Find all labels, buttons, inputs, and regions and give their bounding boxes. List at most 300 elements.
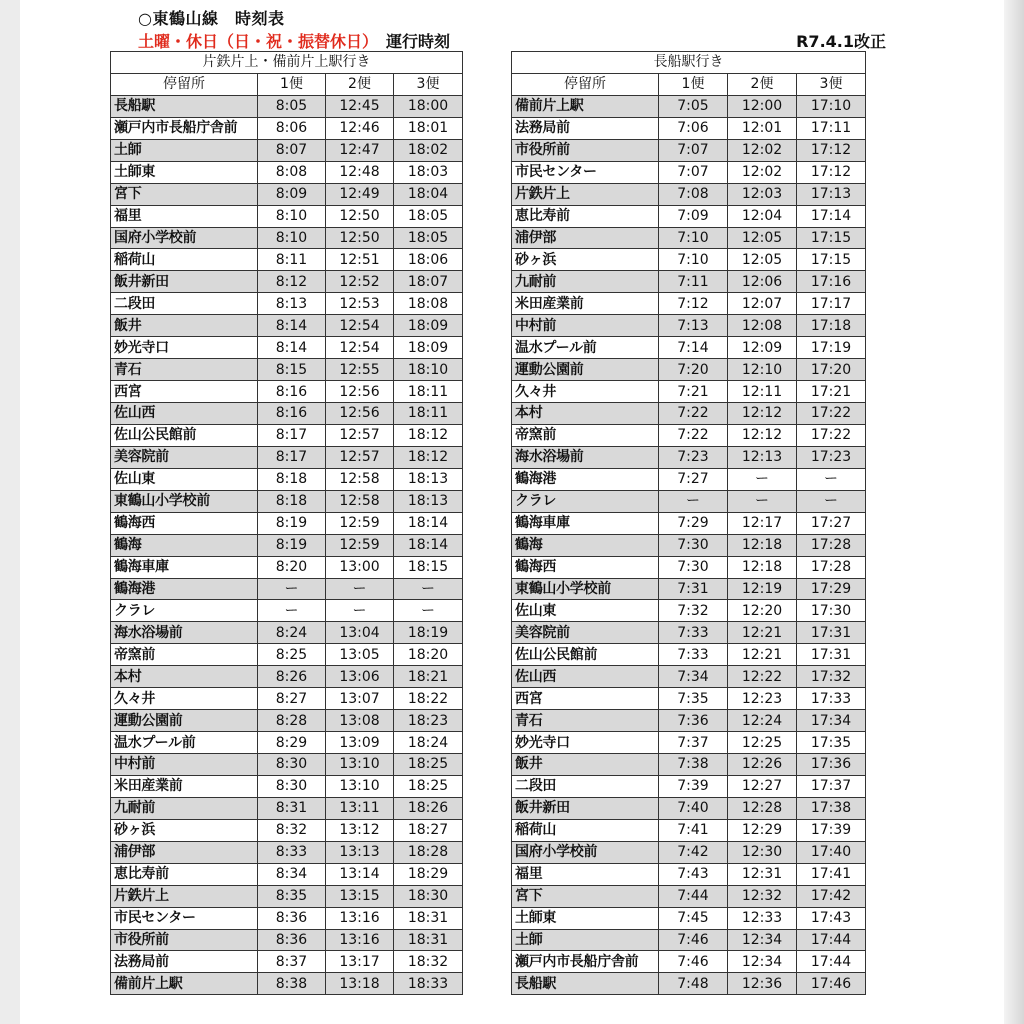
- stop-name-cell: 浦伊部: [512, 227, 659, 249]
- departure-time-cell: 7:21: [659, 381, 728, 403]
- departure-time-cell: 18:19: [394, 622, 463, 644]
- stop-name-cell: 法務局前: [512, 117, 659, 139]
- table-row: [111, 161, 463, 183]
- table-row: [111, 95, 463, 117]
- table-row: [512, 249, 866, 271]
- departure-time-cell: 12:30: [728, 841, 797, 863]
- departure-time-cell: 17:43: [797, 907, 866, 929]
- stop-name-cell: 中村前: [512, 315, 659, 337]
- departure-time-cell: 8:25: [258, 644, 326, 666]
- departure-time-cell: 7:40: [659, 797, 728, 819]
- departure-time-cell: 17:18: [797, 315, 866, 337]
- departure-time-cell: 8:33: [258, 841, 326, 863]
- departure-time-cell: ー: [659, 490, 728, 512]
- departure-time-cell: 8:06: [258, 117, 326, 139]
- departure-time-cell: ー: [728, 468, 797, 490]
- departure-time-cell: 8:29: [258, 732, 326, 754]
- departure-time-cell: 8:30: [258, 775, 326, 797]
- departure-time-cell: 18:30: [394, 885, 463, 907]
- table-row: [512, 973, 866, 995]
- table-row: [111, 446, 463, 468]
- departure-time-cell: 12:55: [326, 359, 394, 381]
- stop-name-cell: 飯井新田: [111, 271, 258, 293]
- departure-time-cell: 7:13: [659, 315, 728, 337]
- departure-time-cell: 7:48: [659, 973, 728, 995]
- stop-name-cell: 九耐前: [111, 797, 258, 819]
- departure-time-cell: 12:56: [326, 403, 394, 425]
- departure-time-cell: 7:20: [659, 359, 728, 381]
- table-row: [111, 841, 463, 863]
- table-row: [111, 534, 463, 556]
- departure-time-cell: 12:59: [326, 534, 394, 556]
- departure-time-cell: 12:58: [326, 490, 394, 512]
- departure-time-cell: 18:11: [394, 403, 463, 425]
- departure-time-cell: 8:32: [258, 819, 326, 841]
- stop-name-cell: 備前片上駅: [111, 973, 258, 995]
- stop-name-cell: 砂ヶ浜: [111, 819, 258, 841]
- departure-time-cell: 18:21: [394, 666, 463, 688]
- departure-time-cell: 18:09: [394, 337, 463, 359]
- departure-time-cell: 7:46: [659, 929, 728, 951]
- departure-time-cell: 8:17: [258, 424, 326, 446]
- departure-time-cell: 8:10: [258, 205, 326, 227]
- departure-time-cell: 12:21: [728, 644, 797, 666]
- table-row: [111, 710, 463, 732]
- departure-time-cell: 12:50: [326, 205, 394, 227]
- departure-time-cell: 12:45: [326, 95, 394, 117]
- departure-time-cell: 13:10: [326, 775, 394, 797]
- stop-name-cell: 鶴海車庫: [512, 512, 659, 534]
- table-row: [111, 819, 463, 841]
- stop-name-cell: 佐山東: [512, 600, 659, 622]
- stop-name-cell: 米田産業前: [111, 775, 258, 797]
- departure-time-cell: 7:10: [659, 249, 728, 271]
- departure-time-cell: 13:11: [326, 797, 394, 819]
- stop-name-cell: 恵比寿前: [512, 205, 659, 227]
- stop-name-cell: 温水プール前: [512, 337, 659, 359]
- table-row: [111, 863, 463, 885]
- departure-time-cell: 18:26: [394, 797, 463, 819]
- departure-time-cell: 8:16: [258, 403, 326, 425]
- departure-time-cell: 18:33: [394, 973, 463, 995]
- table-row: [512, 139, 866, 161]
- stop-name-cell: 市役所前: [512, 139, 659, 161]
- column-header-trip3: 3便: [797, 73, 866, 95]
- departure-time-cell: 8:27: [258, 688, 326, 710]
- stop-name-cell: 法務局前: [111, 951, 258, 973]
- departure-time-cell: 18:29: [394, 863, 463, 885]
- departure-time-cell: 7:22: [659, 403, 728, 425]
- table-row: [512, 622, 866, 644]
- departure-time-cell: 7:32: [659, 600, 728, 622]
- departure-time-cell: 12:46: [326, 117, 394, 139]
- departure-time-cell: 12:49: [326, 183, 394, 205]
- departure-time-cell: 17:27: [797, 512, 866, 534]
- departure-time-cell: 17:19: [797, 337, 866, 359]
- departure-time-cell: 12:18: [728, 534, 797, 556]
- departure-time-cell: 13:00: [326, 556, 394, 578]
- stop-name-cell: 飯井新田: [512, 797, 659, 819]
- stop-name-cell: 備前片上駅: [512, 95, 659, 117]
- departure-time-cell: 12:34: [728, 929, 797, 951]
- stop-name-cell: 中村前: [111, 754, 258, 776]
- departure-time-cell: 12:36: [728, 973, 797, 995]
- table-row: [512, 775, 866, 797]
- table-row: [512, 381, 866, 403]
- stop-name-cell: 福里: [111, 205, 258, 227]
- revision-date: R7.4.1改正: [796, 32, 886, 51]
- departure-time-cell: 13:16: [326, 907, 394, 929]
- table-row: [111, 907, 463, 929]
- stop-name-cell: 九耐前: [512, 271, 659, 293]
- table-row: [111, 359, 463, 381]
- departure-time-cell: 8:24: [258, 622, 326, 644]
- stop-name-cell: 佐山東: [111, 468, 258, 490]
- departure-time-cell: 12:54: [326, 337, 394, 359]
- departure-time-cell: 18:31: [394, 907, 463, 929]
- departure-time-cell: 18:25: [394, 754, 463, 776]
- table-row: [512, 578, 866, 600]
- table-row: [111, 139, 463, 161]
- departure-time-cell: 12:47: [326, 139, 394, 161]
- stop-name-cell: 土師: [111, 139, 258, 161]
- departure-time-cell: 17:21: [797, 381, 866, 403]
- departure-time-cell: 7:27: [659, 468, 728, 490]
- departure-time-cell: 8:13: [258, 293, 326, 315]
- stop-name-cell: 運動公園前: [111, 710, 258, 732]
- table-row: [512, 117, 866, 139]
- departure-time-cell: 17:11: [797, 117, 866, 139]
- departure-time-cell: 18:25: [394, 775, 463, 797]
- column-header-stop: 停留所: [512, 73, 659, 95]
- departure-time-cell: 17:17: [797, 293, 866, 315]
- stop-name-cell: 鶴海: [111, 534, 258, 556]
- departure-time-cell: 7:29: [659, 512, 728, 534]
- departure-time-cell: 7:33: [659, 644, 728, 666]
- departure-time-cell: 18:11: [394, 381, 463, 403]
- departure-time-cell: 18:05: [394, 205, 463, 227]
- service-label: 運行時刻: [386, 32, 451, 51]
- departure-time-cell: 13:13: [326, 841, 394, 863]
- stop-name-cell: 久々井: [111, 688, 258, 710]
- stop-name-cell: 鶴海港: [512, 468, 659, 490]
- departure-time-cell: 12:56: [326, 381, 394, 403]
- stop-name-cell: 東鶴山小学校前: [512, 578, 659, 600]
- departure-time-cell: 12:05: [728, 249, 797, 271]
- departure-time-cell: 7:06: [659, 117, 728, 139]
- table-row: [111, 381, 463, 403]
- departure-time-cell: 12:31: [728, 863, 797, 885]
- departure-time-cell: 7:38: [659, 754, 728, 776]
- table-row: [512, 490, 866, 512]
- departure-time-cell: 12:21: [728, 622, 797, 644]
- stop-name-cell: 美容院前: [111, 446, 258, 468]
- stop-name-cell: 瀬戸内市長船庁舎前: [512, 951, 659, 973]
- table-row: [512, 315, 866, 337]
- departure-time-cell: 12:05: [728, 227, 797, 249]
- stop-name-cell: 砂ヶ浜: [512, 249, 659, 271]
- departure-time-cell: 7:07: [659, 161, 728, 183]
- stop-name-cell: 市民センター: [111, 907, 258, 929]
- table-row: [512, 424, 866, 446]
- stop-name-cell: 本村: [111, 666, 258, 688]
- departure-time-cell: 17:23: [797, 446, 866, 468]
- table-row: [111, 315, 463, 337]
- table-row: [111, 424, 463, 446]
- table-row: [111, 600, 463, 622]
- departure-time-cell: 17:39: [797, 819, 866, 841]
- departure-time-cell: 17:32: [797, 666, 866, 688]
- stop-name-cell: 鶴海車庫: [111, 556, 258, 578]
- departure-time-cell: 13:16: [326, 929, 394, 951]
- departure-time-cell: 8:36: [258, 907, 326, 929]
- departure-time-cell: 13:07: [326, 688, 394, 710]
- stop-name-cell: 海水浴場前: [512, 446, 659, 468]
- stop-name-cell: 二段田: [512, 775, 659, 797]
- stop-name-cell: 佐山西: [111, 403, 258, 425]
- stop-name-cell: 市民センター: [512, 161, 659, 183]
- departure-time-cell: ー: [728, 490, 797, 512]
- departure-time-cell: 12:09: [728, 337, 797, 359]
- departure-time-cell: 12:57: [326, 424, 394, 446]
- departure-time-cell: 7:34: [659, 666, 728, 688]
- departure-time-cell: 8:07: [258, 139, 326, 161]
- departure-time-cell: 12:50: [326, 227, 394, 249]
- stop-name-cell: 土師: [512, 929, 659, 951]
- departure-time-cell: ー: [326, 600, 394, 622]
- departure-time-cell: 12:20: [728, 600, 797, 622]
- departure-time-cell: 17:14: [797, 205, 866, 227]
- departure-time-cell: 13:10: [326, 754, 394, 776]
- departure-time-cell: 8:20: [258, 556, 326, 578]
- table-row: [512, 841, 866, 863]
- departure-time-cell: 7:39: [659, 775, 728, 797]
- departure-time-cell: 12:51: [326, 249, 394, 271]
- stop-name-cell: 土師東: [512, 907, 659, 929]
- departure-time-cell: 12:13: [728, 446, 797, 468]
- departure-time-cell: 7:43: [659, 863, 728, 885]
- table-row: [111, 797, 463, 819]
- departure-time-cell: 8:15: [258, 359, 326, 381]
- departure-time-cell: 7:45: [659, 907, 728, 929]
- departure-time-cell: 17:44: [797, 929, 866, 951]
- stop-name-cell: 本村: [512, 403, 659, 425]
- stop-name-cell: 宮下: [512, 885, 659, 907]
- table-row: [512, 666, 866, 688]
- stop-name-cell: 西宮: [111, 381, 258, 403]
- table-row: [512, 710, 866, 732]
- departure-time-cell: 7:35: [659, 688, 728, 710]
- departure-time-cell: 12:32: [728, 885, 797, 907]
- table-row: [111, 249, 463, 271]
- stop-name-cell: 稲荷山: [111, 249, 258, 271]
- table-row: [111, 622, 463, 644]
- departure-time-cell: 8:19: [258, 534, 326, 556]
- stop-name-cell: 土師東: [111, 161, 258, 183]
- departure-time-cell: 12:04: [728, 205, 797, 227]
- departure-time-cell: 18:24: [394, 732, 463, 754]
- departure-time-cell: 8:36: [258, 929, 326, 951]
- column-header-trip1: 1便: [659, 73, 728, 95]
- departure-time-cell: 12:08: [728, 315, 797, 337]
- stop-name-cell: 帝窯前: [512, 424, 659, 446]
- departure-time-cell: 8:10: [258, 227, 326, 249]
- departure-time-cell: 12:59: [326, 512, 394, 534]
- departure-time-cell: 12:52: [326, 271, 394, 293]
- departure-time-cell: 17:22: [797, 424, 866, 446]
- departure-time-cell: 7:09: [659, 205, 728, 227]
- departure-time-cell: 12:23: [728, 688, 797, 710]
- departure-time-cell: 8:38: [258, 973, 326, 995]
- table-row: [512, 403, 866, 425]
- departure-time-cell: 12:29: [728, 819, 797, 841]
- stop-name-cell: 西宮: [512, 688, 659, 710]
- table-row: [111, 578, 463, 600]
- departure-time-cell: 13:06: [326, 666, 394, 688]
- departure-time-cell: 13:05: [326, 644, 394, 666]
- departure-time-cell: ー: [394, 578, 463, 600]
- departure-time-cell: 8:18: [258, 468, 326, 490]
- table-row: [111, 556, 463, 578]
- departure-time-cell: 12:33: [728, 907, 797, 929]
- departure-time-cell: 13:15: [326, 885, 394, 907]
- stop-name-cell: 宮下: [111, 183, 258, 205]
- departure-time-cell: 8:05: [258, 95, 326, 117]
- table-row: [512, 885, 866, 907]
- stop-name-cell: 青石: [512, 710, 659, 732]
- departure-time-cell: 12:12: [728, 424, 797, 446]
- departure-time-cell: 18:13: [394, 468, 463, 490]
- departure-time-cell: 7:08: [659, 183, 728, 205]
- departure-time-cell: 17:46: [797, 973, 866, 995]
- timetable-to-bizen-katakami: [110, 51, 463, 995]
- table-row: [111, 337, 463, 359]
- departure-time-cell: 12:25: [728, 732, 797, 754]
- departure-time-cell: 18:14: [394, 534, 463, 556]
- departure-time-cell: 12:11: [728, 381, 797, 403]
- stop-name-cell: 美容院前: [512, 622, 659, 644]
- departure-time-cell: 18:20: [394, 644, 463, 666]
- departure-time-cell: 18:06: [394, 249, 463, 271]
- departure-time-cell: 17:42: [797, 885, 866, 907]
- departure-time-cell: 7:22: [659, 424, 728, 446]
- departure-time-cell: 7:44: [659, 885, 728, 907]
- table-row: [512, 819, 866, 841]
- departure-time-cell: 18:32: [394, 951, 463, 973]
- departure-time-cell: ー: [326, 578, 394, 600]
- stop-name-cell: 国府小学校前: [512, 841, 659, 863]
- departure-time-cell: 17:38: [797, 797, 866, 819]
- table-row: [512, 337, 866, 359]
- stop-name-cell: 恵比寿前: [111, 863, 258, 885]
- stop-name-cell: 瀬戸内市長船庁舎前: [111, 117, 258, 139]
- table-row: [512, 293, 866, 315]
- table-row: [111, 732, 463, 754]
- departure-time-cell: 8:14: [258, 315, 326, 337]
- departure-time-cell: 8:35: [258, 885, 326, 907]
- departure-time-cell: 17:37: [797, 775, 866, 797]
- table-row: [512, 929, 866, 951]
- departure-time-cell: 17:12: [797, 139, 866, 161]
- page-title: ○東鶴山線 時刻表: [138, 9, 285, 28]
- departure-time-cell: 8:17: [258, 446, 326, 468]
- departure-time-cell: 12:02: [728, 161, 797, 183]
- stop-name-cell: 佐山西: [512, 666, 659, 688]
- departure-time-cell: 17:41: [797, 863, 866, 885]
- table-row: [512, 600, 866, 622]
- table-row: [111, 117, 463, 139]
- departure-time-cell: 8:26: [258, 666, 326, 688]
- departure-time-cell: 18:23: [394, 710, 463, 732]
- table-row: [111, 512, 463, 534]
- departure-time-cell: 13:14: [326, 863, 394, 885]
- stop-name-cell: 妙光寺口: [512, 732, 659, 754]
- table-row: [111, 490, 463, 512]
- departure-time-cell: 12:26: [728, 754, 797, 776]
- column-header-trip2: 2便: [728, 73, 797, 95]
- stop-name-cell: 帝窯前: [111, 644, 258, 666]
- stop-name-cell: 市役所前: [111, 929, 258, 951]
- departure-time-cell: 7:36: [659, 710, 728, 732]
- table-row: [512, 907, 866, 929]
- stop-name-cell: 長船駅: [512, 973, 659, 995]
- table-row: [512, 468, 866, 490]
- table-row: [111, 973, 463, 995]
- stop-name-cell: 飯井: [111, 315, 258, 337]
- departure-time-cell: 17:40: [797, 841, 866, 863]
- departure-time-cell: 12:27: [728, 775, 797, 797]
- table-row: [111, 951, 463, 973]
- departure-time-cell: 7:33: [659, 622, 728, 644]
- service-day: 土曜・休日（日・祝・振替休日）: [138, 32, 379, 51]
- table-row: [512, 161, 866, 183]
- departure-time-cell: 7:37: [659, 732, 728, 754]
- table-row: [512, 863, 866, 885]
- stop-name-cell: 海水浴場前: [111, 622, 258, 644]
- departure-time-cell: 12:10: [728, 359, 797, 381]
- departure-time-cell: 8:30: [258, 754, 326, 776]
- departure-time-cell: 17:10: [797, 95, 866, 117]
- departure-time-cell: 17:34: [797, 710, 866, 732]
- departure-time-cell: 12:00: [728, 95, 797, 117]
- departure-time-cell: 18:00: [394, 95, 463, 117]
- departure-time-cell: ー: [258, 578, 326, 600]
- departure-time-cell: 12:22: [728, 666, 797, 688]
- departure-time-cell: 7:07: [659, 139, 728, 161]
- departure-time-cell: 18:08: [394, 293, 463, 315]
- stop-name-cell: 温水プール前: [111, 732, 258, 754]
- stop-name-cell: 青石: [111, 359, 258, 381]
- departure-time-cell: 18:07: [394, 271, 463, 293]
- departure-time-cell: 12:18: [728, 556, 797, 578]
- table-row: [111, 403, 463, 425]
- stop-name-cell: 二段田: [111, 293, 258, 315]
- stop-name-cell: 佐山公民館前: [512, 644, 659, 666]
- table-row: [512, 644, 866, 666]
- direction-header: 片鉄片上・備前片上駅行き: [111, 52, 463, 74]
- table-row: [512, 227, 866, 249]
- table-row: [111, 205, 463, 227]
- departure-time-cell: 7:30: [659, 556, 728, 578]
- departure-time-cell: 8:08: [258, 161, 326, 183]
- departure-time-cell: 7:05: [659, 95, 728, 117]
- departure-time-cell: 8:16: [258, 381, 326, 403]
- column-header-stop: 停留所: [111, 73, 258, 95]
- departure-time-cell: 18:15: [394, 556, 463, 578]
- table-row: [512, 732, 866, 754]
- departure-time-cell: 8:12: [258, 271, 326, 293]
- departure-time-cell: 13:04: [326, 622, 394, 644]
